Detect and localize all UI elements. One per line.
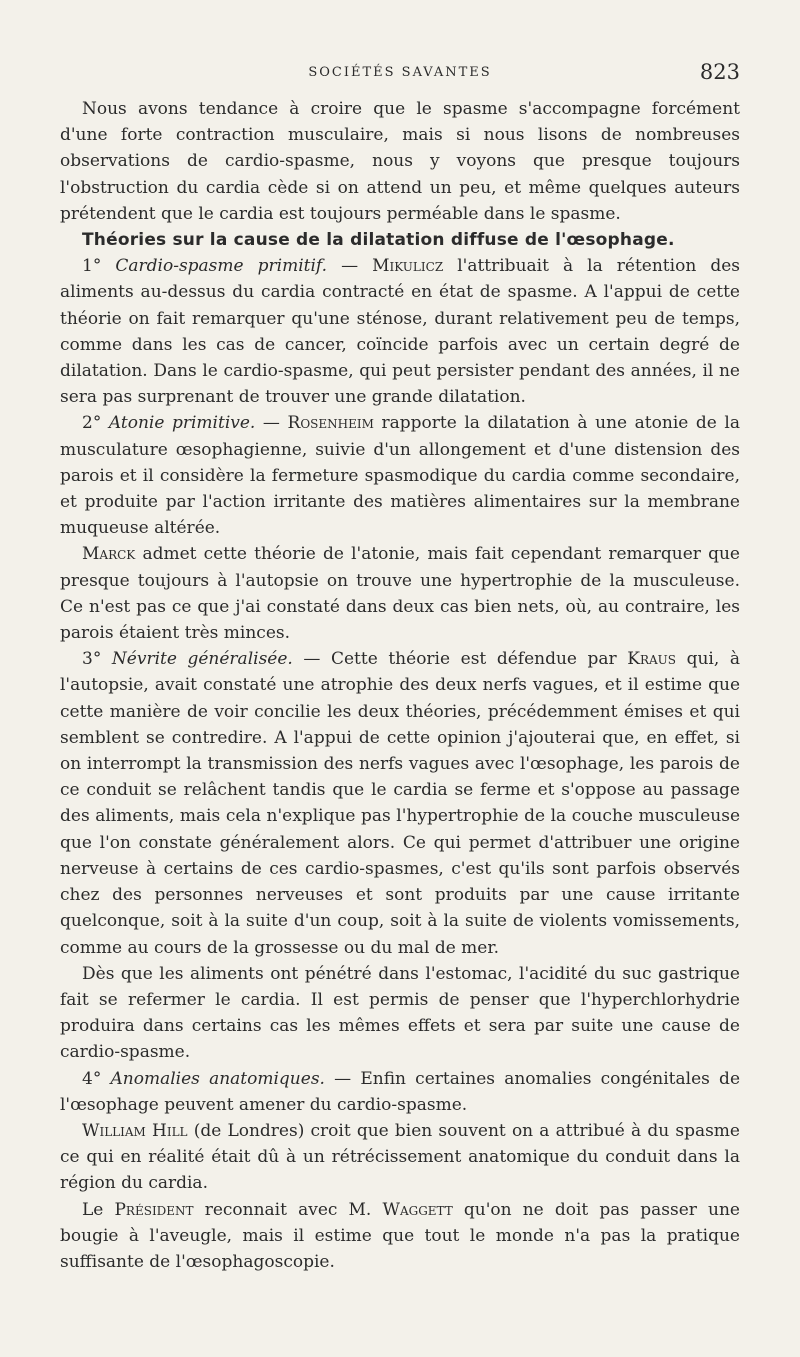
author-name: Mikulicz (372, 256, 444, 277)
item-title: Cardio-spasme primitif. (115, 256, 328, 277)
paragraph-hill (60, 1118, 740, 1197)
item-title: Névrite généralisée. (111, 649, 293, 670)
paragraph-text: admet cette théorie de l'atonie, mais fait cependant remarquer que presque toujours à l'autopsie on trouve une hypertrophie de la musculeuse. Ce n'est pas ce que j'ai constaté dans deux cas bien nets, où, au contraire, les parois étaient très minces. (60, 544, 740, 644)
paragraph-text: (de Londres) croit que bien souvent on a attribué à du spasme ce qui en réalité était dû à un rétrécissement anatomique du conduit dans la région du cardia. (60, 1120, 740, 1194)
item-number: 1° (82, 256, 116, 277)
paragraph-spasme: Nous avons tendance à croire que le spasme s'accompagne forcément d'une forte contraction musculaire, mais si nous lisons de nombreuses observations de cardio-spasme, nous y voyons que presque toujours l'obstruction du cardia cède si on attend un peu, et même quelques auteurs prétendent que le cardia est toujours perméable dans le spasme. (60, 99, 740, 224)
paragraph-text: reconnait avec M. (193, 1199, 383, 1220)
paragraph-text: qui, à l'autopsie, avait constaté une atrophie des deux nerfs vagues, et il estime que cette manière de voir concilie les deux théories, précédemment émises et qui semblent se contredire. A l'appui de cette opinion j'ajouterai que, en effet, si on interrompt la transmission des nerfs vagues avec l'œsophage, les parois de ce conduit se relâchent tandis que le cardia se ferme et s'oppose au passage des aliments, mais cela n'explique pas l'hypertrophie de la couche musculeuse que l'on constate généralement alors. Ce qui permet d'attribuer une origine nerveuse à certains de ces cardio-spasmes, c'est qu'ils sont parfois observés chez des personnes nerveuses et sont produits par une cause irritante quelconque, soit à la suite d'un coup, soit à la suite de violents vomissements, comme au cours de la grossesse ou du mal de mer. (60, 649, 740, 958)
item-number: 4° (82, 1068, 111, 1089)
item-number: 3° (82, 649, 112, 670)
item-title: Anomalies anatomiques. (110, 1068, 325, 1089)
paragraph-estomac: Dès que les aliments ont pénétré dans l'estomac, l'acidité du suc gastrique fait se refermer le cardia. Il est permis de penser que l'hyperchlorhydrie produira dans certains cas les mêmes effets et sera par suite une cause de cardio-spasme. (60, 963, 740, 1063)
item-number: 2° (82, 413, 109, 434)
paragraph-president (60, 1197, 740, 1276)
paragraph-anomalies (60, 1066, 740, 1118)
page-header (60, 62, 740, 84)
author-name: Rosenheim (287, 413, 374, 434)
author-name: William Hill (82, 1120, 188, 1141)
paragraph-text: — Enfin certaines anomalies congénitales de l'œsophage peuvent amener du cardio-spasme. (60, 1068, 740, 1115)
author-name: Marck (82, 544, 136, 565)
paragraph-text: rapporte la dilatation à une atonie de la musculature œsophagienne, suivie d'un allongement et d'une distension des parois et il considère la fermeture spasmodique du cardia comme secondaire, et produite par l'action irritante des matières alimentaires sur la membrane muqueuse altérée. (60, 413, 740, 539)
president-title: Président (114, 1199, 194, 1220)
paragraph-text: Le (82, 1199, 115, 1220)
dash: — (255, 413, 288, 434)
paragraph-text: l'attribuait à la rétention des aliments au-dessus du cardia contracté en état de spasme. A l'appui de cette théorie on fait remarquer qu'une sténose, durant relativement peu de temps, comme dans les cas de cancer, coïncide parfois avec un certain degré de dilatation. Dans le cardio-spasme, qui peut persister pendant des années, il ne sera pas surprenant de trouver une grande dilatation. (60, 256, 740, 408)
author-name: Kraus (627, 649, 677, 670)
dash: — (327, 256, 373, 277)
page-number: 823 (699, 60, 740, 84)
paragraph-text: qu'on ne doit pas passer une bougie à l'aveugle, mais il estime que tout le monde n'a pas la pratique suffisante de l'œsophagoscopie. (60, 1199, 740, 1272)
item-title: Atonie primitive. (108, 413, 256, 434)
page-body (60, 96, 740, 1275)
paragraph-text: — Cette théorie est défendue par (292, 649, 628, 670)
paragraph-atonie (60, 410, 740, 541)
paragraph-marck (60, 541, 740, 646)
paragraph-nevrite (60, 646, 740, 960)
section-heading: Théories sur la cause de la dilatation diffuse de l'œsophage. (82, 230, 675, 251)
running-head: SOCIÉTÉS SAVANTES (308, 65, 492, 80)
author-name: Waggett (382, 1199, 453, 1220)
paragraph-cardio-spasme (60, 253, 740, 410)
